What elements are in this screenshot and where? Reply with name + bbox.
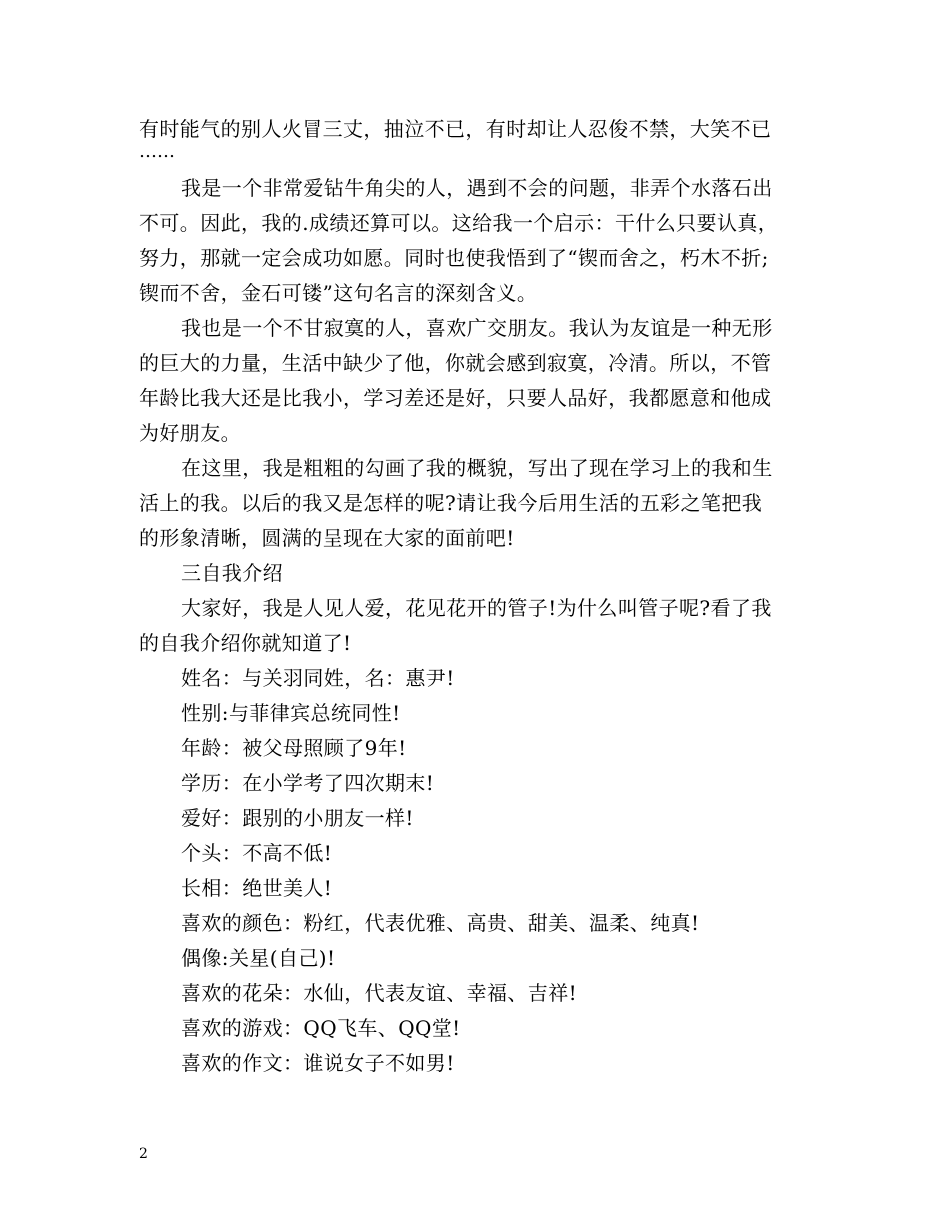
section-heading: 三自我介绍 <box>181 561 283 585</box>
paragraph-greeting <box>139 591 819 661</box>
profile-gender: 性别:与菲律宾总统同性! <box>181 701 401 725</box>
text-line: 活上的我。以后的我又是怎样的呢?请让我今后用生活的五彩之笔把我 <box>139 491 763 515</box>
profile-list <box>139 661 819 1081</box>
profile-favorite-game: 喜欢的游戏：QQ飞车、QQ堂! <box>181 1016 461 1040</box>
text-line: 我也是一个不甘寂寞的人，喜欢广交朋友。我认为友谊是一种无形 <box>181 316 773 340</box>
profile-appearance: 长相：绝世美人! <box>181 876 333 900</box>
profile-name: 姓名：与关羽同姓，名：惠尹! <box>181 666 455 690</box>
page-number: 2 <box>139 1146 148 1162</box>
text-line: 年龄比我大还是比我小，学习差还是好，只要人品好，我都愿意和他成 <box>139 386 772 410</box>
text-line: 努力，那就一定会成功如愿。同时也使我悟到了“锲而舍之，朽木不折; <box>139 246 769 270</box>
text-line: 我是一个非常爱钻牛角尖的人，遇到不会的问题，非弄个水落石出 <box>181 176 773 200</box>
profile-education: 学历：在小学考了四次期末! <box>181 771 435 795</box>
text-line: 大家好，我是人见人爱，花见花开的管子!为什么叫管子呢?看了我 <box>181 596 772 620</box>
paragraph-continuation <box>139 112 819 163</box>
profile-age: 年龄：被父母照顾了9年! <box>181 736 407 760</box>
profile-idol: 偶像:关星(自己)! <box>181 946 336 970</box>
text-line: 不可。因此，我的.成绩还算可以。这给我一个启示：干什么只要认真， <box>139 211 779 235</box>
profile-height: 个头：不高不低! <box>181 841 333 865</box>
text-line: 的巨大的力量，生活中缺少了他，你就会感到寂寞，冷清。所以，不管 <box>139 351 772 375</box>
paragraph-friendship <box>139 311 819 451</box>
text-line: 的形象清晰，圆满的呈现在大家的面前吧! <box>139 526 515 550</box>
text-line: 有时能气的别人火冒三丈，抽泣不已，有时却让人忍俊不禁，大笑不已 <box>139 117 772 141</box>
profile-favorite-essay: 喜欢的作文：谁说女子不如男! <box>181 1051 455 1075</box>
text-line-ellipsis: …… <box>139 141 175 162</box>
document-body <box>139 112 819 1081</box>
text-line: 的自我介绍你就知道了! <box>139 631 352 655</box>
profile-favorite-flower: 喜欢的花朵：水仙，代表友谊、幸福、吉祥! <box>181 981 578 1005</box>
paragraph-stubborn <box>139 171 819 311</box>
paragraph-conclusion <box>139 451 819 556</box>
text-line: 锲而不舍，金石可镂”这句名言的深刻含义。 <box>139 281 538 305</box>
text-line: 在这里，我是粗粗的勾画了我的概貌，写出了现在学习上的我和生 <box>181 456 773 480</box>
text-line: 为好朋友。 <box>139 421 241 445</box>
profile-favorite-color: 喜欢的颜色：粉红，代表优雅、高贵、甜美、温柔、纯真! <box>181 911 700 935</box>
profile-hobby: 爱好：跟别的小朋友一样! <box>181 806 414 830</box>
